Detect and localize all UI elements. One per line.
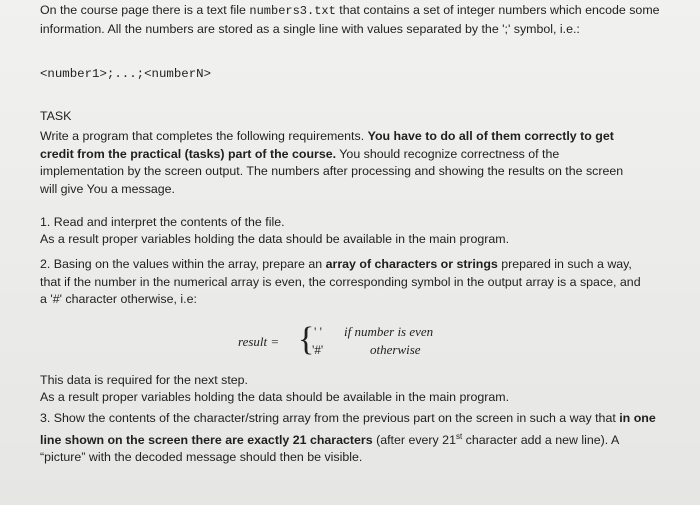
formula-case1-condition: if number is even: [344, 324, 434, 339]
filename: numbers3.txt: [249, 4, 336, 18]
formula-lhs: result =: [238, 334, 280, 349]
intro-text: On the course page there is a text file: [40, 3, 250, 17]
step3-text-end: character add a new line). A “picture” with the decoded message should then be visible.: [40, 432, 619, 465]
step2-after-line2: As a result proper variables holding the data should be available in the main program.: [40, 390, 510, 404]
formula-case2-value: '#': [312, 342, 324, 357]
task-intro: [40, 128, 640, 198]
result-formula: [238, 322, 498, 362]
step2-bold: array of characters or strings: [325, 257, 498, 271]
step2-text-cont: prepared in such a way, that if the number in the numerical array is even, the corresponding symbol in the output array is a space, and a '#' character otherwise, i.e:: [40, 257, 641, 306]
formula-case2-condition: otherwise: [370, 342, 421, 357]
task-intro-bold: You have to do all of them correctly to get credit from the practical (tasks) part of the course.: [40, 129, 614, 161]
formula-case1-value: ' ': [314, 324, 322, 339]
task-heading: TASK: [40, 109, 72, 123]
formula-brace: {: [298, 321, 315, 358]
step3-text-cont: (after every 21: [372, 432, 456, 447]
step3-paragraph: [40, 410, 665, 467]
step3-bold: in one line shown on the screen there are exactly 21 characters: [40, 411, 656, 447]
step1-line1: 1. Read and interpret the contents of the file.: [40, 215, 285, 229]
step2-text: 2. Basing on the values within the array, prepare an: [40, 257, 326, 271]
step3-text: 3. Show the contents of the character/string array from the previous part on the screen in such a way that: [40, 411, 620, 425]
step2-after-line1: This data is required for the next step.: [40, 373, 248, 387]
step1-line2: As a result proper variables holding the data should be available in the main program.: [40, 232, 510, 246]
task-intro-text-cont: You should recognize correctness of the implementation by the screen output. The numbers after processing and showing the results on the screen will give You a message.: [40, 146, 624, 196]
step2-paragraph: [40, 256, 648, 309]
step3-superscript: st: [455, 431, 463, 441]
intro-paragraph: [40, 2, 665, 38]
intro-text-cont: that contains a set of integer numbers which encode some information. All the numbers are stored as a single line with values separated by the ';' symbol, i.e.:: [40, 3, 660, 36]
format-example: <number1>;...;<numberN>: [40, 67, 212, 81]
task-intro-text: Write a program that completes the following requirements.: [40, 129, 368, 143]
